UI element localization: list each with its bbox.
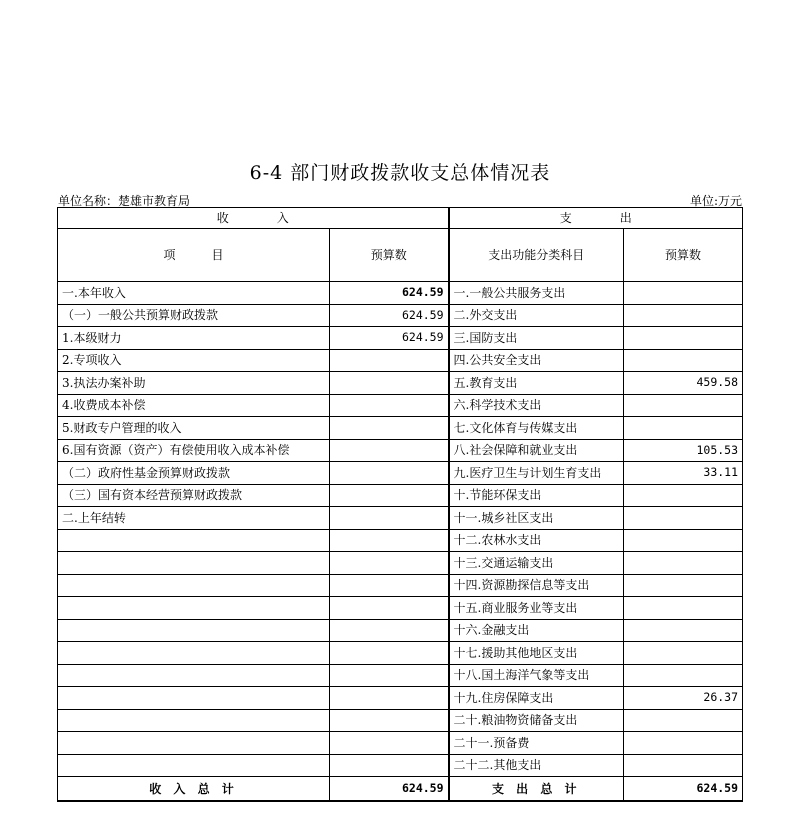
income-value-cell	[330, 372, 449, 395]
income-item-cell	[58, 529, 330, 552]
expense-value-cell	[624, 664, 743, 687]
expense-total-value: 624.59	[624, 777, 743, 802]
table-row	[58, 349, 743, 372]
expense-item-cell: 十五.商业服务业等支出	[449, 597, 624, 620]
section-header-row	[58, 208, 743, 229]
income-value-cell	[330, 619, 449, 642]
income-item-cell	[58, 754, 330, 777]
table-row	[58, 507, 743, 530]
expense-item-cell: 九.医疗卫生与计划生育支出	[449, 462, 624, 485]
income-item-cell	[58, 619, 330, 642]
expense-total-label: 支 出 总 计	[449, 777, 624, 802]
income-value-cell	[330, 574, 449, 597]
item-column-header: 项 目	[58, 229, 330, 282]
expense-item-cell: 十九.住房保障支出	[449, 687, 624, 710]
expense-item-cell: 六.科学技术支出	[449, 394, 624, 417]
expense-section-header: 支 出	[449, 208, 743, 229]
table-row	[58, 529, 743, 552]
income-value-cell	[330, 507, 449, 530]
table-row	[58, 597, 743, 620]
income-value-cell	[330, 709, 449, 732]
expense-item-cell: 二十二.其他支出	[449, 754, 624, 777]
table-row	[58, 642, 743, 665]
table-row	[58, 664, 743, 687]
expense-item-cell: 二十.粮油物资储备支出	[449, 709, 624, 732]
expense-value-cell	[624, 282, 743, 305]
income-value-cell	[330, 394, 449, 417]
income-item-cell: （一）一般公共预算财政拨款	[58, 304, 330, 327]
income-item-cell	[58, 687, 330, 710]
expense-value-cell	[624, 552, 743, 575]
income-section-header: 收 入	[58, 208, 449, 229]
expense-value-cell	[624, 619, 743, 642]
expense-value-cell	[624, 394, 743, 417]
expense-item-cell: 十八.国土海洋气象等支出	[449, 664, 624, 687]
expense-value-cell	[624, 597, 743, 620]
table-row	[58, 709, 743, 732]
budget-column-header: 预算数	[330, 229, 449, 282]
expense-item-cell: 七.文化体育与传媒支出	[449, 417, 624, 440]
expense-value-cell	[624, 642, 743, 665]
income-item-cell: 1.本级财力	[58, 327, 330, 350]
income-item-cell: 6.国有资源（资产）有偿使用收入成本补偿	[58, 439, 330, 462]
expense-value-cell	[624, 304, 743, 327]
income-value-cell: 624.59	[330, 304, 449, 327]
page-title: 6-4 部门财政拨款收支总体情况表	[249, 162, 551, 184]
expense-item-cell: 十三.交通运输支出	[449, 552, 624, 575]
income-item-cell	[58, 664, 330, 687]
unit-label: 单位:万元	[689, 194, 742, 208]
table-row	[58, 394, 743, 417]
income-value-cell	[330, 754, 449, 777]
income-value-cell	[330, 462, 449, 485]
totals-row	[58, 777, 743, 802]
budget2-column-header: 预算数	[624, 229, 743, 282]
income-item-cell: 5.财政专户管理的收入	[58, 417, 330, 440]
income-item-cell	[58, 642, 330, 665]
income-item-cell: 4.收费成本补偿	[58, 394, 330, 417]
expense-item-cell: 二十一.预备费	[449, 732, 624, 755]
income-value-cell: 624.59	[330, 282, 449, 305]
expense-value-cell	[624, 574, 743, 597]
expense-item-cell: 十.节能环保支出	[449, 484, 624, 507]
expense-value-cell: 105.53	[624, 439, 743, 462]
budget-table	[57, 207, 743, 802]
income-item-cell	[58, 597, 330, 620]
table-row	[58, 372, 743, 395]
income-value-cell	[330, 349, 449, 372]
table-row	[58, 552, 743, 575]
expense-value-cell	[624, 754, 743, 777]
expense-item-cell: 一.一般公共服务支出	[449, 282, 624, 305]
income-value-cell	[330, 529, 449, 552]
table-row	[58, 732, 743, 755]
income-total-value: 624.59	[330, 777, 449, 802]
income-value-cell	[330, 664, 449, 687]
income-value-cell	[330, 417, 449, 440]
table-row	[58, 574, 743, 597]
table-row	[58, 327, 743, 350]
expense-item-cell: 二.外交支出	[449, 304, 624, 327]
expense-value-cell: 26.37	[624, 687, 743, 710]
table-row	[58, 304, 743, 327]
expense-item-cell: 三.国防支出	[449, 327, 624, 350]
income-item-cell: （三）国有资本经营预算财政拨款	[58, 484, 330, 507]
expense-value-cell	[624, 349, 743, 372]
income-item-cell	[58, 732, 330, 755]
expense-value-cell	[624, 327, 743, 350]
expense-value-cell: 33.11	[624, 462, 743, 485]
expense-value-cell	[624, 732, 743, 755]
table-row	[58, 439, 743, 462]
income-item-cell	[58, 709, 330, 732]
income-value-cell	[330, 552, 449, 575]
expense-item-cell: 十二.农林水支出	[449, 529, 624, 552]
income-value-cell	[330, 597, 449, 620]
income-total-label: 收 入 总 计	[58, 777, 330, 802]
table-row	[58, 687, 743, 710]
table-row	[58, 417, 743, 440]
table-row	[58, 619, 743, 642]
func-item-column-header: 支出功能分类科目	[449, 229, 624, 282]
income-value-cell	[330, 484, 449, 507]
income-item-cell: 二.上年结转	[58, 507, 330, 530]
expense-value-cell	[624, 507, 743, 530]
income-item-cell: 一.本年收入	[58, 282, 330, 305]
column-header-row	[58, 229, 743, 282]
expense-item-cell: 五.教育支出	[449, 372, 624, 395]
expense-item-cell: 四.公共安全支出	[449, 349, 624, 372]
income-value-cell: 624.59	[330, 327, 449, 350]
income-value-cell	[330, 687, 449, 710]
expense-item-cell: 十四.资源勘探信息等支出	[449, 574, 624, 597]
expense-value-cell	[624, 484, 743, 507]
income-value-cell	[330, 642, 449, 665]
table-row	[58, 462, 743, 485]
table-row	[58, 754, 743, 777]
expense-item-cell: 十七.援助其他地区支出	[449, 642, 624, 665]
income-item-cell	[58, 574, 330, 597]
income-item-cell: 3.执法办案补助	[58, 372, 330, 395]
expense-value-cell	[624, 709, 743, 732]
expense-value-cell	[624, 529, 743, 552]
income-item-cell	[58, 552, 330, 575]
expense-item-cell: 十六.金融支出	[449, 619, 624, 642]
table-row	[58, 282, 743, 305]
income-value-cell	[330, 439, 449, 462]
expense-value-cell: 459.58	[624, 372, 743, 395]
expense-item-cell: 十一.城乡社区支出	[449, 507, 624, 530]
income-item-cell: 2.专项收入	[58, 349, 330, 372]
expense-item-cell: 八.社会保障和就业支出	[449, 439, 624, 462]
table-row	[58, 484, 743, 507]
income-value-cell	[330, 732, 449, 755]
income-item-cell: （二）政府性基金预算财政拨款	[58, 462, 330, 485]
unit-name-label: 单位名称：楚雄市教育局	[58, 194, 191, 208]
expense-value-cell	[624, 417, 743, 440]
